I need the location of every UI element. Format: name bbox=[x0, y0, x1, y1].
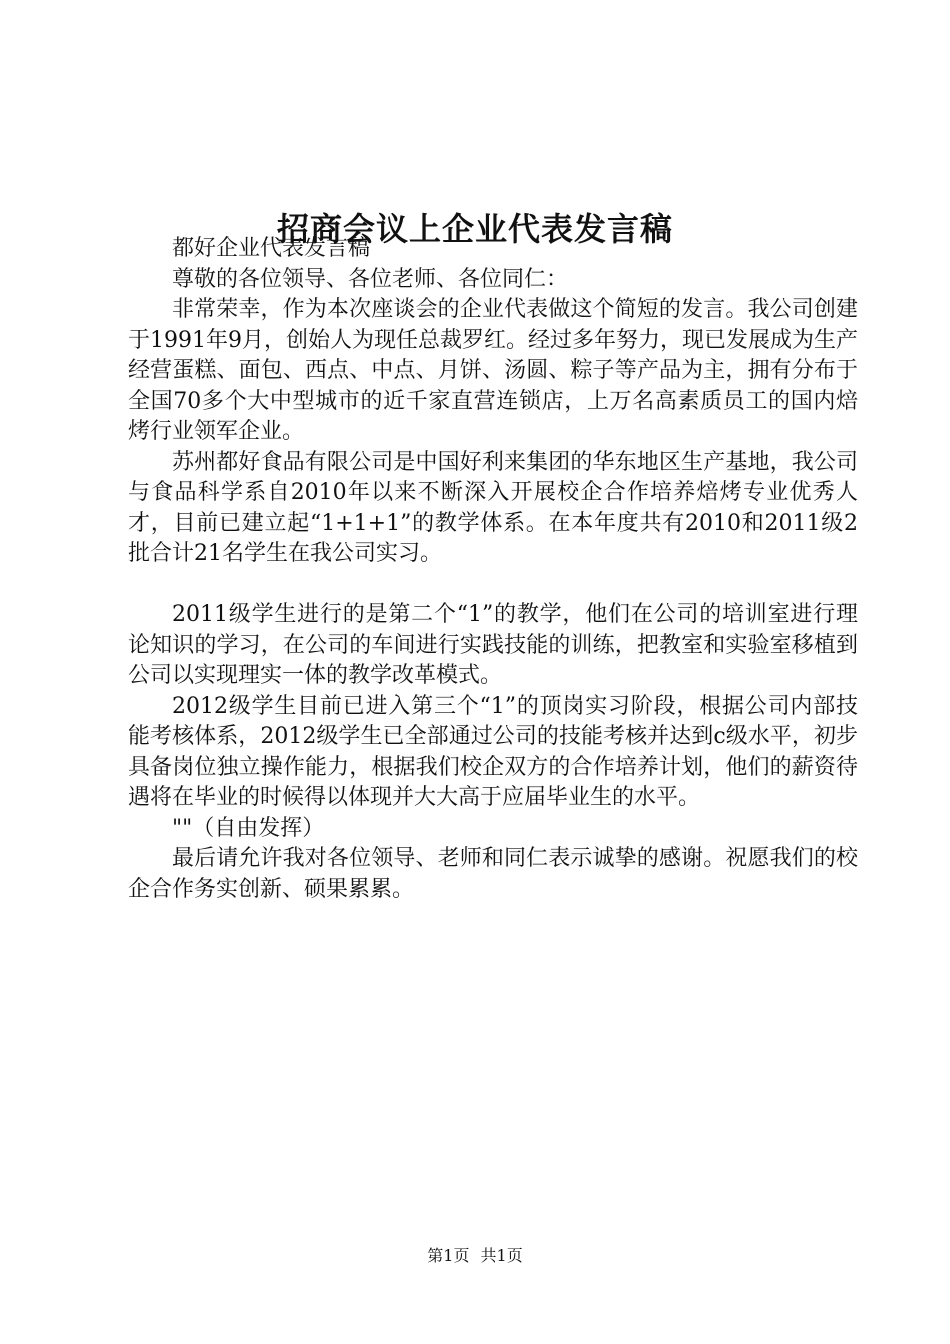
paragraph-2012-students: 2012级学生目前已进入第三个“1”的顶岗实习阶段，根据公司内部技能考核体系，2012级学生已全部通过公司的技能考核并达到c级水平，初步具备岗位独立操作能力，根据我们校企双方的合作培养计划，他们的薪资待遇将在毕业的时候得以体现并大大高于应届毕业生的水平。 bbox=[128, 693, 858, 810]
document-body bbox=[128, 234, 858, 905]
paragraph-cooperation: 苏州都好食品有限公司是中国好利来集团的华东地区生产基地，我公司与食品科学系自2010年以来不断深入开展校企合作培养焙烤专业优秀人才，目前已建立起“1+1+1”的教学体系。在本年度共有2010和2011级2批合计21名学生在我公司实习。 bbox=[128, 449, 858, 566]
paragraph-2011-students: 2011级学生进行的是第二个“1”的教学，他们在公司的培训室进行理论知识的学习，在公司的车间进行实践技能的训练，把教室和实验室移植到公司以实现理实一体的教学改革模式。 bbox=[128, 602, 858, 688]
paragraph-spacer bbox=[128, 570, 858, 601]
page-total: 共1页 bbox=[480, 1246, 523, 1265]
page-number: 第1页 bbox=[427, 1246, 470, 1265]
paragraph-closing: 最后请允许我对各位领导、老师和同仁表示诚挚的感谢。祝愿我们的校企合作务实创新、硕果累累。 bbox=[128, 846, 858, 902]
paragraph-free-play: ""（自由发挥） bbox=[172, 815, 325, 841]
paragraph-salutation: 尊敬的各位领导、各位老师、各位同仁： bbox=[172, 266, 569, 292]
paragraph-company-intro: 非常荣幸，作为本次座谈会的企业代表做这个简短的发言。我公司创建于1991年9月，创始人为现任总裁罗红。经过多年努力，现已发展成为生产经营蛋糕、面包、西点、中点、月饼、汤圆、粽子等产品为主，拥有分布于全国70多个大中型城市的近千家直营连锁店，上万名高素质员工的国内焙烤行业领军企业。 bbox=[128, 297, 858, 444]
document-title: 招商会议上企业代表发言稿 bbox=[276, 210, 673, 249]
page-footer bbox=[0, 1244, 950, 1268]
paragraph-subtitle: 都好企业代表发言稿 bbox=[172, 236, 371, 261]
